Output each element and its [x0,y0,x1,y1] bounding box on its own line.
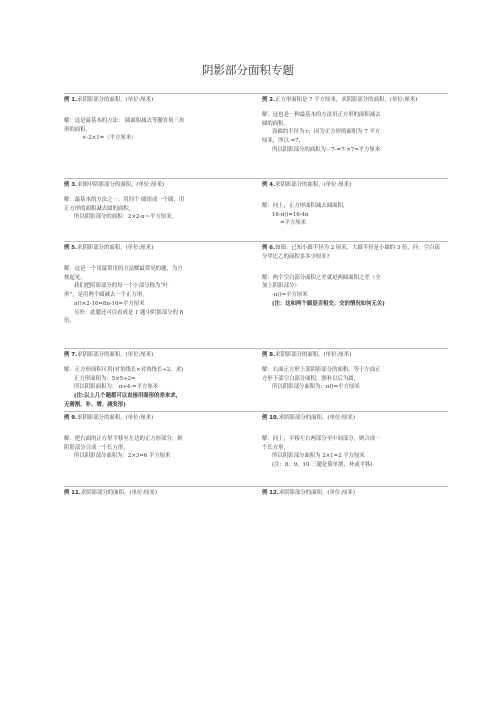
problem-question [64,244,252,253]
solution-line: π()×2-16=8π-16=平方厘米 [74,300,145,307]
solution-line: 另外：此题还可以看成是 1 题中阴影部分的 8 [74,309,184,316]
question-text: 求阴影部分的面积。(单位:厘米) [278,490,355,496]
problem-cell [64,349,256,411]
question-text: 求阴影部分的面积。(单位:厘米) [275,182,352,188]
problem-cell [64,94,256,178]
solution-line: 正方形的面积减去圆的面积， [64,205,135,212]
solution-line: 形”，是用两个圆减去一个正方形， [64,292,148,298]
problem-cell [256,487,448,517]
problem-question [64,414,252,423]
question-text: 求阴影部分的面积。(单位:厘米) [77,352,154,358]
solution-line: 厘米，所以 =7， [262,138,305,144]
solution-line: 所以阴影面积为： π÷4-=平方厘米 [74,384,159,391]
solution-line: 倍。 [64,318,75,325]
question-text: 求阴影部分的面积。(单位:厘米) [77,245,154,251]
solution-line: 加上阴影部分） [262,283,300,290]
example-number: 例 4. [262,182,276,188]
question-text: 求阴影部分的面积。(单位:厘米) [275,352,352,358]
solution-line: 正方形面积为：5×5÷2= [74,375,136,382]
question-text: 求阴影部分的面积。(单位:厘米) [278,415,355,421]
problem-cell [256,179,448,241]
solution-line: (注：8、9、10 三题是简单割、补或平移) [272,462,373,468]
problem-row [64,178,448,241]
solution-line: 所以阴影部分面积为：π()=平方厘米 [272,384,360,391]
example-number: 例 12. [262,490,279,496]
problem-question [262,351,444,360]
example-number: 例 6. [262,245,276,251]
solution-line: 所以阴影部分的面积：2×2-π＝平方厘米。 [74,214,177,221]
problem-question [64,96,252,105]
problem-row [64,348,448,411]
example-number: 例 1. [64,97,78,103]
example-number: 例 3. [64,182,78,188]
solution-line: 解：最基本的方法之一。用四个 圆组成一个圆，用 [64,196,185,203]
solution-line: 解：同上，正方形面积减去圆面积， [262,202,349,209]
problem-cell [64,412,256,486]
solution-line: 无需割、补、增、减变形) [64,401,126,408]
solution-line: 所以阴影部分的面积为：7-=7-×7=平方厘米 [272,146,381,153]
problem-cell [64,179,256,241]
example-number: 例 10. [262,415,279,421]
problem-question [262,414,444,423]
problem-question [64,489,252,498]
solution-line: 我们把阴影部分的每一个小部分称为“叶 [74,283,169,290]
question-text: 求阴影部分的面积。(单位:厘米) [77,97,154,103]
question-text: 求图中阴影部分的面积。(单位:厘米) [77,182,164,188]
problem-question [64,351,252,360]
question-text: 正方形面积是 7 平方厘米，求阴影部分的面积。(单位:厘米) [275,97,418,103]
problem-question [262,244,444,262]
solution-line: (注:以上几个题都可以直接用图形的差来求， [74,393,182,399]
problem-cell [64,487,256,517]
problem-row [64,241,448,348]
page-title: 阴影部分面积专题 [202,63,294,77]
problem-cell [256,349,448,411]
problem-cell [256,94,448,178]
solution-line: 解：把右面的正方形平移至左边的正方形部分，则 [64,435,183,442]
solution-line: 解：这是一个用最常用的方法解最常见的题，为方 [64,265,183,272]
problem-grid [64,93,448,517]
problem-row [64,93,448,178]
solution-line: (注：这和两个圆是否相交、交的情况如何无关) [272,300,385,307]
solution-line: 解：同上，平移左右两部分至中间部分，则合成一 [262,435,381,442]
problem-question [262,181,444,190]
solution-line: ×-2×1=（平方厘米） [82,135,137,142]
solution-line: 方形下部空白部分面积，割补以后为圆， [262,375,360,382]
problem-cell [64,242,256,348]
solution-line: 设圆的半径为 r，因为正方形的面积为 7 平方 [272,129,381,136]
solution-line: 解：这是最基本的方法： 圆面积减去等腰直角三角 [64,117,185,124]
example-number: 例 5. [64,245,78,251]
solution-line: 所以阴影部分面积为 2×1=2 平方厘米 [272,453,365,460]
problem-row [64,486,448,517]
problem-row [64,411,448,486]
solution-line: -π()=平方厘米 [272,292,308,298]
example-number: 例 8. [262,352,276,358]
question-text: 求阴影部分的面积。(单位:厘米) [80,490,157,496]
problem-question [64,181,252,190]
question-text: 如图：已知小圆半径为 2 厘米，大圆半径是小圆的 3 倍，问：空白部分甲比乙的面积多多少厘米? [262,245,440,260]
solution-line: 解：两个空白部分面积之差就是两圆面积之差（全 [262,274,381,281]
example-number: 例 2. [262,97,276,103]
solution-line: 16-π()=16-4π [272,211,309,218]
problem-question [262,489,444,498]
question-text: 求阴影部分的面积。(单位:厘米) [77,415,154,421]
problem-cell [256,412,448,486]
solution-line: 解：右面正方形上部阴影部分的面积，等于左面正 [262,366,381,373]
example-number: 例 7. [64,352,78,358]
solution-line: 便起见， [64,274,86,281]
solution-line: 解：这也是一种最基本的方法用正方形的面积减去 [262,111,381,118]
solution-line: 圆的面积。 [262,120,289,127]
solution-line: 阴影部分合成一个长方形， [64,444,129,451]
solution-line: 解：正方形面积可用(对角线长×对角线长÷2，求) [64,366,184,373]
problem-question [262,96,444,105]
example-number: 例 9. [64,415,78,421]
example-number: 例 11. [64,490,81,496]
problem-cell [256,242,448,348]
solution-line: 所以阴影部分面积为：2×3=6 平方厘米 [74,453,171,460]
solution-line: =平方厘米 [280,220,307,227]
solution-line: 形的面积， [64,126,91,133]
solution-line: 个长方形， [262,444,289,451]
